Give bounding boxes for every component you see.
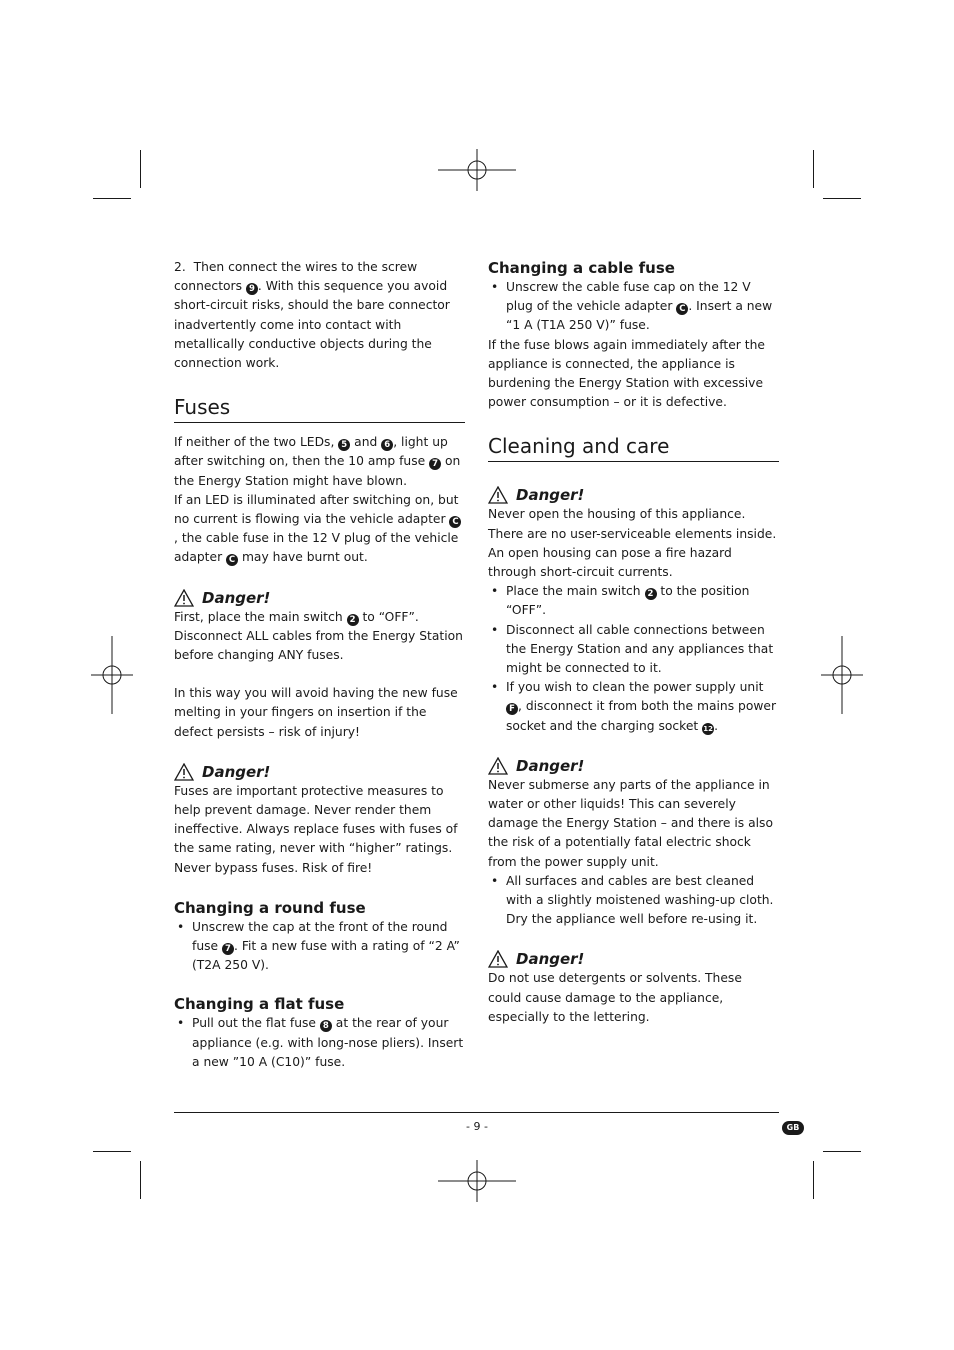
list-item: • Unscrew the cap at the front of the round fuse 7 . Fit a new fuse with a rating of “2 A” (T2A 250 V). <box>174 918 465 976</box>
danger-heading: Danger! <box>174 762 465 782</box>
ref-badge: 5 <box>338 439 350 451</box>
ref-badge: 7 <box>429 458 441 470</box>
warning-icon <box>174 763 194 781</box>
page-number: - 9 - <box>466 1120 488 1133</box>
left-column <box>174 258 465 1072</box>
crop-mark <box>140 1161 141 1199</box>
list-item: • All surfaces and cables are best cleaned with a slightly moistened washing-up cloth. Dry the appliance well before re-using it. <box>488 872 779 930</box>
ref-badge: 2 <box>347 614 359 626</box>
crop-mark <box>93 1151 131 1152</box>
subsection-title-flat-fuse: Changing a flat fuse <box>174 995 345 1014</box>
section-title-cleaning: Cleaning and care <box>488 434 779 462</box>
fuses-paragraph-2: If an LED is illuminated after switching on, but no current is flowing via the vehicle adapter C, the cable fuse in the 12 V plug of the vehicle adapter C may have burnt out. <box>174 491 465 568</box>
right-column <box>488 258 779 1027</box>
registration-mark-top <box>438 131 516 209</box>
warning-icon <box>488 950 508 968</box>
intro-paragraph: 2. Then connect the wires to the screw connectors 9 . With this sequence you avoid short-circuit risks, should the bare connector inadvertently come into contact with metallically conductive objects during the connection work. <box>174 260 450 371</box>
danger-text: Do not use detergents or solvents. These could cause damage to the appliance, especially to the lettering. <box>488 971 742 1024</box>
danger-heading: Danger! <box>174 588 465 608</box>
danger-text: Fuses are important protective measures to help prevent damage. Never render them ineffective. Always replace fuses with fuses of the same rating, never with “higher” ratings. Never bypass fuses. Risk of fire! <box>174 783 458 875</box>
ref-badge: 8 <box>320 1020 332 1032</box>
crop-mark <box>140 150 141 188</box>
list-item: • Unscrew the cable fuse cap on the 12 V plug of the vehicle adapter C . Insert a new “1 A (T1A 250 V)” fuse. <box>488 278 779 336</box>
language-badge: GB <box>782 1121 804 1135</box>
ref-badge: 12 <box>703 724 714 733</box>
danger-text: Never open the housing of this appliance. There are no user-serviceable elements inside. An open housing can pose a fire hazard through short-circuit currents. <box>488 507 777 580</box>
ref-badge: C <box>449 516 461 528</box>
ref-badge: 6 <box>381 439 393 451</box>
crop-mark <box>823 198 861 199</box>
list-item: • Disconnect all cable connections between the Energy Station and any appliances that might be connected to it. <box>488 621 779 679</box>
danger-text: In this way you will avoid having the new fuse melting in your fingers on insertion if the defect persists – risk of injury! <box>174 686 458 739</box>
crop-mark <box>813 150 814 188</box>
section-title-fuses: Fuses <box>174 395 465 423</box>
footer-divider <box>174 1112 779 1113</box>
crop-mark <box>813 1161 814 1199</box>
crop-mark <box>93 198 131 199</box>
crop-mark <box>823 1151 861 1152</box>
danger-heading: Danger! <box>488 756 779 776</box>
cleaning-list <box>488 582 779 736</box>
cable-fuse-list <box>488 278 779 336</box>
warning-icon <box>488 486 508 504</box>
ref-badge: 7 <box>222 943 234 955</box>
ref-badge: C <box>226 554 238 566</box>
warning-icon <box>174 589 194 607</box>
danger-text: First, place the main switch 2 to “OFF”. Disconnect ALL cables from the Energy Station before changing ANY fuses. <box>174 609 463 663</box>
list-item: • If you wish to clean the power supply unit F , disconnect it from both the mains power socket and the charging socket 12. <box>488 678 779 736</box>
registration-mark-bottom <box>438 1142 516 1220</box>
surfaces-list <box>488 872 779 930</box>
danger-heading: Danger! <box>488 949 779 969</box>
list-item: • Place the main switch 2 to the position “OFF”. <box>488 582 779 620</box>
subsection-title-round-fuse: Changing a round fuse <box>174 898 366 917</box>
danger-heading: Danger! <box>488 485 779 505</box>
registration-mark-right <box>803 636 881 714</box>
list-item: • Pull out the flat fuse 8 at the rear of your appliance (e.g. with long-nose pliers). Insert a new ”10 A (C10)” fuse. <box>174 1014 465 1072</box>
subsection-title-cable-fuse: Changing a cable fuse <box>488 259 675 277</box>
ref-badge: F <box>506 703 518 715</box>
fuses-paragraph-1: If neither of the two LEDs, 5 and 6 , light up after switching on, then the 10 amp fuse 7 on the Energy Station might have blown. <box>174 435 461 488</box>
ref-badge: C <box>676 303 688 315</box>
cable-fuse-paragraph: If the fuse blows again immediately after the appliance is connected, the appliance is burdening the Energy Station with excessive power consumption – or it is defective. <box>488 337 765 410</box>
ref-badge: 2 <box>645 588 657 600</box>
ref-badge: 9 <box>246 283 258 295</box>
warning-icon <box>488 757 508 775</box>
registration-mark-left <box>73 636 151 714</box>
flat-fuse-list <box>174 1014 465 1072</box>
danger-text: Never submerse any parts of the appliance in water or other liquids! This can severely damage the Energy Station – and there is also the risk of a potentially fatal electric shock from the power supply unit. <box>488 777 773 869</box>
round-fuse-list <box>174 918 465 976</box>
